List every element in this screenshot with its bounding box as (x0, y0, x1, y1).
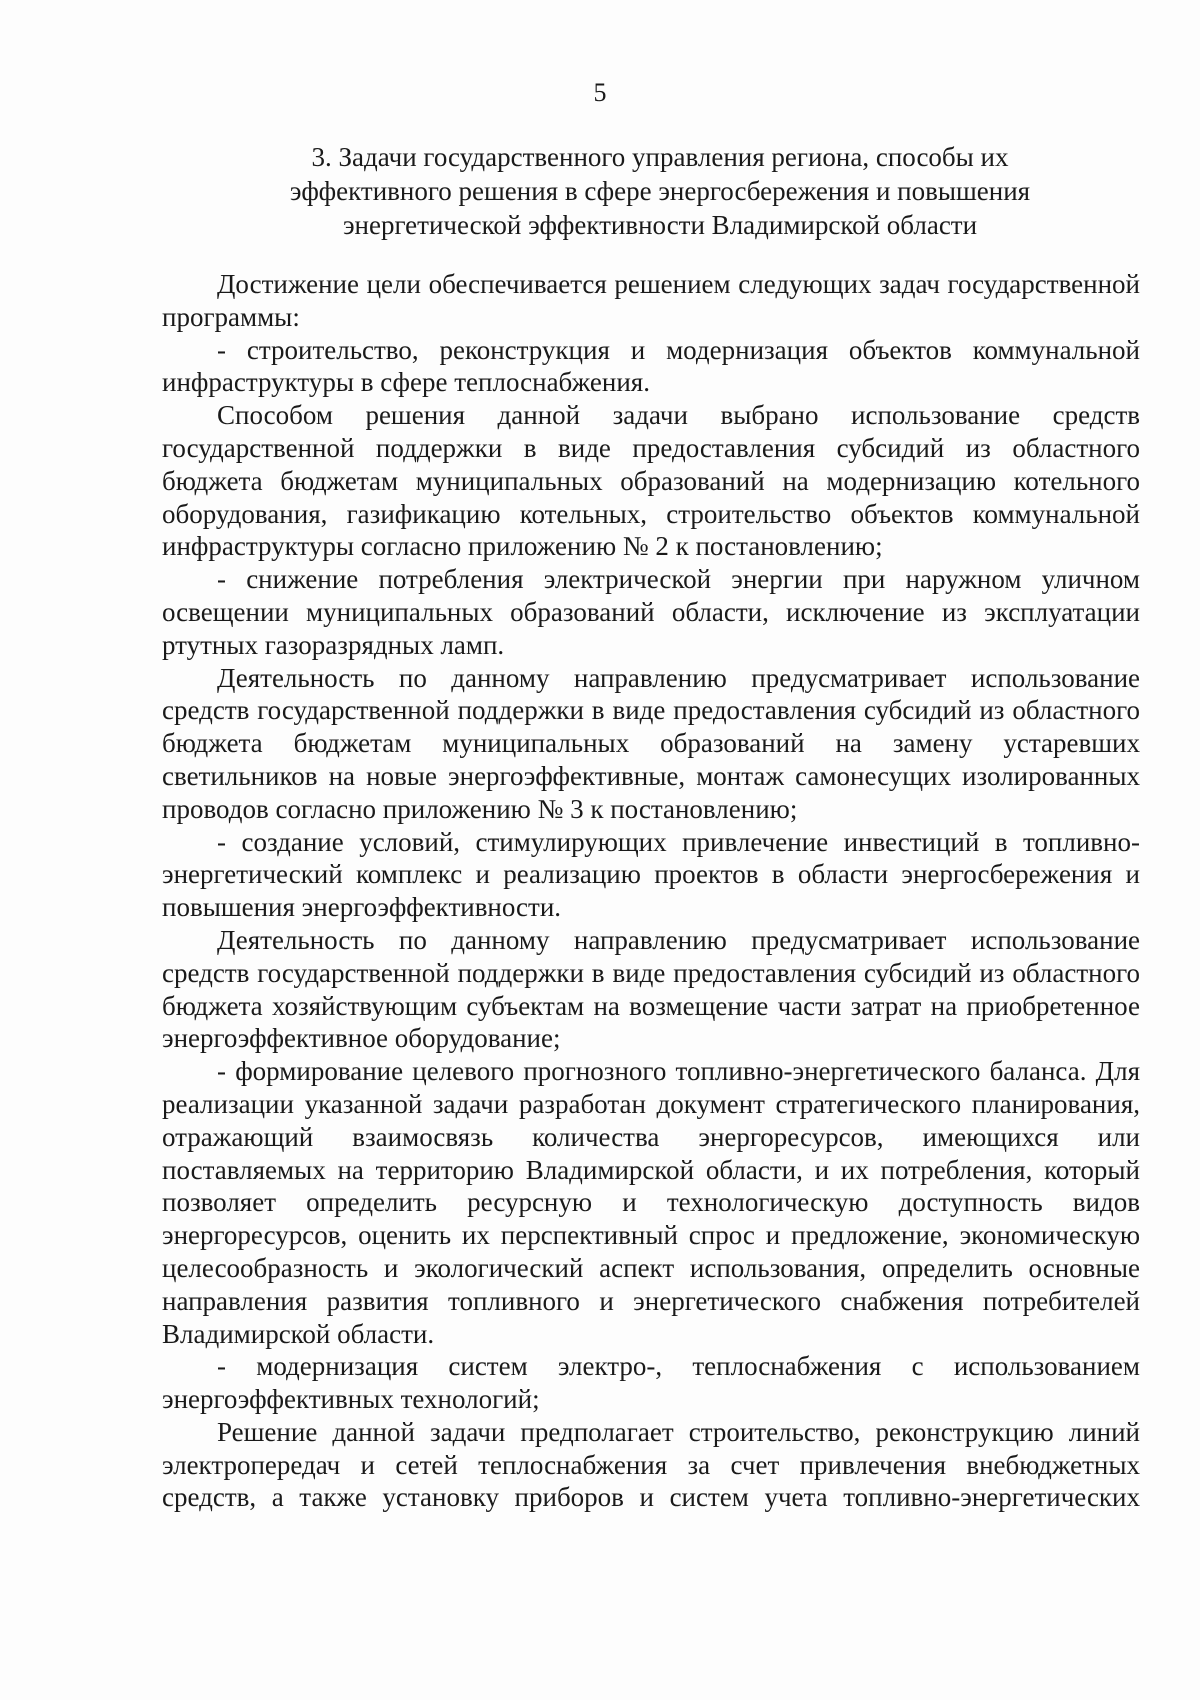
paragraph-task-1-method: Способом решения данной задачи выбрано использование средств государственной поддержки в виде предоставления субсидий из областного бюджета бюджетам муниципальных образований на модернизацию котельного оборудования, газификацию котельных, строительство объектов коммунальной инфраструктуры согласно приложению № 2 к постановлению; (162, 400, 1140, 562)
section-heading: 3. Задачи государственного управления региона, способы их эффективного решения в сфере энергосбережения и повышения энергетической эффективности Владимирской области (289, 142, 1031, 240)
paragraph-task-3: - создание условий, стимулирующих привлечение инвестиций в топливно-энергетический комплекс и реализацию проектов в области энергосбережения и повышения энергоэффективности. (162, 826, 1140, 923)
paragraph-task-2: - снижение потребления электрической энергии при наружном уличном освещении муниципальных образований области, исключение из эксплуатации ртутных газоразрядных ламп. (162, 564, 1140, 660)
section-body (162, 268, 1140, 1514)
page-number: 5 (593, 78, 607, 107)
paragraph-task-4: - формирование целевого прогнозного топливно-энергетического баланса. Для реализации указанной задачи разработан документ стратегического планирования, отражающий взаимосвязь количества энергоресурсов, имеющихся или поставляемых на территорию Владимирской области, и их потребления, который позволяет определить ресурсную и технологическую доступность видов энергоресурсов, оценить их перспективный спрос и предложение, экономическую целесообразность и экологический аспект использования, определить основные направления развития топливного и энергетического снабжения потребителей Владимирской области. (162, 1056, 1140, 1349)
paragraph-task-5-method: Решение данной задачи предполагает строительство, реконструкцию линий электропередач и сетей теплоснабжения за счет привлечения внебюджетных средств, а также установку приборов и систем учета топливно-энергетических (162, 1416, 1140, 1513)
paragraph-task-1: - строительство, реконструкция и модернизация объектов коммунальной инфраструктуры в сфере теплоснабжения. (162, 334, 1140, 398)
paragraph-task-5: - модернизация систем электро-, теплоснабжения с использованием энергоэффективных технологий; (162, 1351, 1140, 1415)
paragraph-task-2-method: Деятельность по данному направлению предусматривает использование средств государственной поддержки в виде предоставления субсидий из областного бюджета бюджетам муниципальных образований на замену устаревших светильников на новые энергоэффективные, монтаж самонесущих изолированных проводов согласно приложению № 3 к постановлению; (162, 662, 1140, 824)
paragraph-task-3-method: Деятельность по данному направлению предусматривает использование средств государственной поддержки в виде предоставления субсидий из областного бюджета хозяйствующим субъектам на возмещение части затрат на приобретенное энергоэффективное оборудование; (162, 924, 1140, 1054)
paragraph-intro: Достижение цели обеспечивается решением следующих задач государственной программы: (162, 269, 1140, 332)
